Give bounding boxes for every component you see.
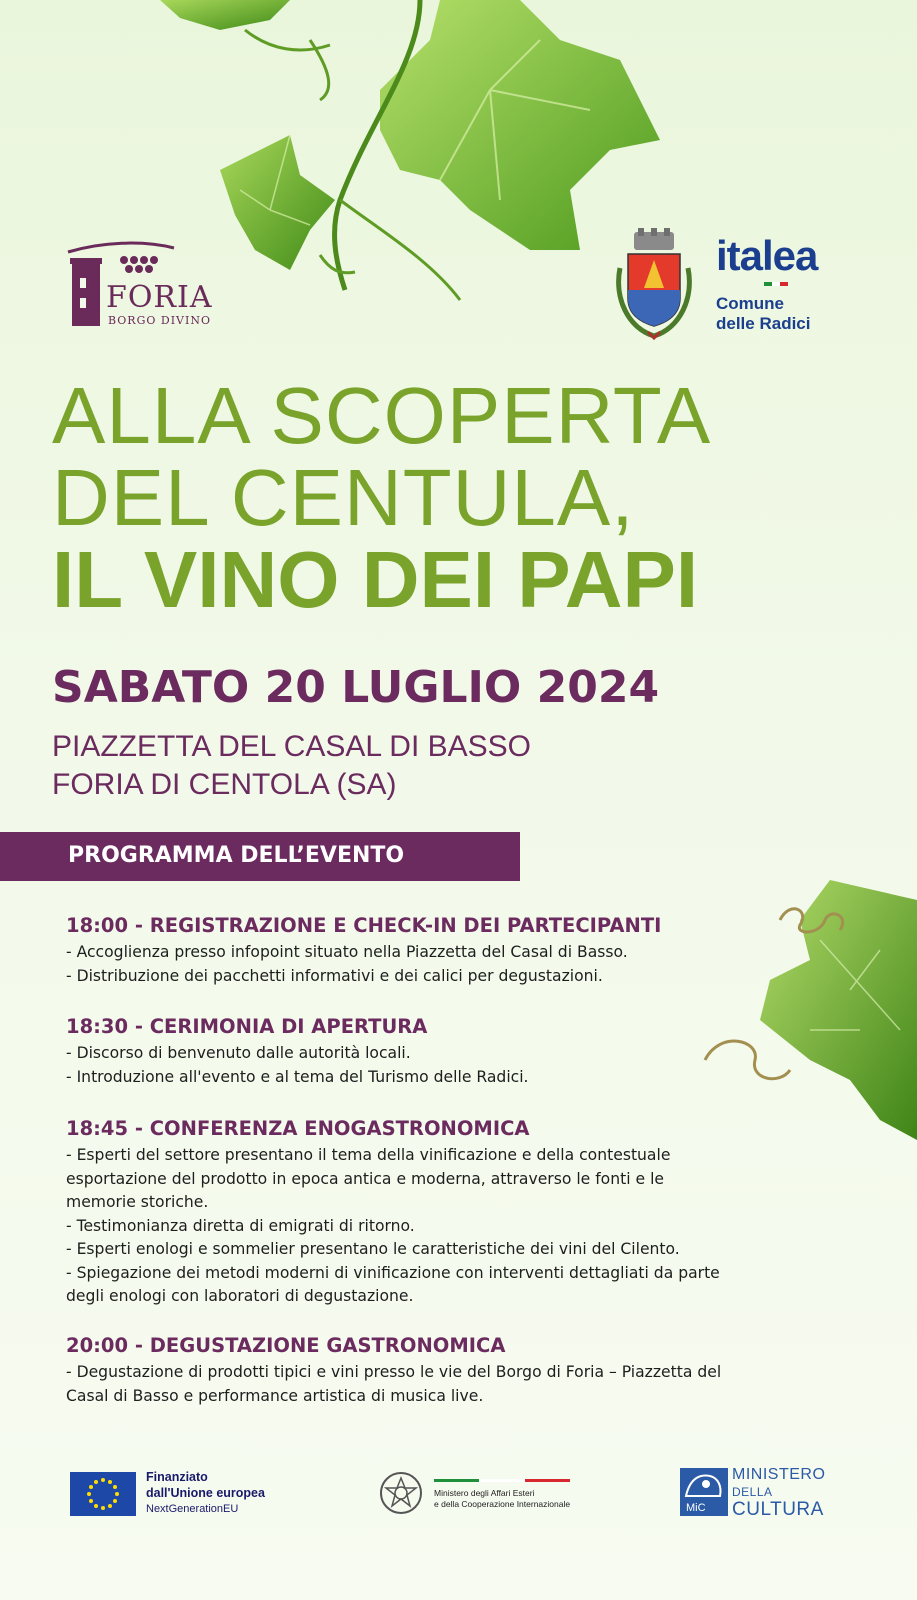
program-section (66, 1015, 826, 1089)
maeci-logo-line-2: e della Cooperazione Internazionale (434, 1499, 571, 1509)
section-line: memorie storiche. (66, 1193, 209, 1211)
program-section (66, 1117, 826, 1309)
program-banner (0, 832, 520, 881)
section-line: Casal di Basso e performance artistica di musica live. (66, 1386, 484, 1405)
section-line: - Degustazione di prodotti tipici e vini presso le vie del Borgo di Foria – Piazzetta del (66, 1363, 722, 1381)
section-heading: 20:00 - DEGUSTAZIONE GASTRONOMICA (66, 1334, 506, 1357)
section-line: - Introduzione all'evento e al tema del Turismo delle Radici. (66, 1067, 529, 1086)
italea-comune-delle-radici-logo (716, 232, 846, 342)
ministero-cultura-logo (680, 1466, 840, 1522)
eu-flag-icon (70, 1472, 136, 1516)
event-venue-line-1: PIAZZETTA DEL CASAL DI BASSO (52, 730, 532, 763)
mic-logo-line-1: MINISTERO (732, 1466, 826, 1483)
mic-logo-line-2: DELLA (732, 1485, 773, 1499)
italian-flag-icon (764, 282, 788, 286)
program-section (66, 914, 826, 988)
program-section (66, 1334, 826, 1408)
section-line: - Esperti enologi e sommelier presentano le caratteristiche dei vini del Cilento. (66, 1240, 680, 1258)
foria-logo-name: FORIA (106, 280, 213, 315)
section-line: - Distribuzione dei pacchetti informativi e dei calici per degustazioni. (66, 966, 603, 985)
event-venue-line-2: FORIA DI CENTOLA (SA) (52, 768, 397, 801)
municipal-crest-icon (614, 228, 694, 340)
headline-line-3: IL VINO DEI PAPI (52, 535, 699, 624)
section-line: degli enologi con laboratori di degustazione. (66, 1287, 414, 1305)
section-line: - Testimonianza diretta di emigrati di ritorno. (66, 1216, 415, 1235)
italian-flag-bar (434, 1479, 570, 1482)
foria-logo-subtitle: BORGO DIVINO (108, 314, 211, 327)
headline-line-2: DEL CENTULA, (52, 453, 635, 542)
headline-line-1: ALLA SCOPERTA (52, 371, 712, 460)
event-date: SABATO 20 LUGLIO 2024 (52, 662, 660, 713)
eu-logo-line-3: NextGenerationEU (146, 1503, 239, 1515)
italian-emblem-icon (378, 1470, 424, 1516)
section-line: - Discorso di benvenuto dalle autorità locali. (66, 1044, 411, 1062)
eu-logo-line-1: Finanziato (146, 1470, 208, 1484)
foria-borgo-divino-logo (62, 238, 222, 334)
section-line: - Spiegazione dei metodi moderni di vinificazione con interventi dettagliati da parte (66, 1263, 720, 1282)
italea-wordmark: italea (716, 232, 818, 279)
mic-badge: MiC (686, 1502, 706, 1514)
eu-funding-logo (70, 1470, 290, 1520)
italea-subtitle-1: Comune (716, 294, 784, 313)
section-heading: 18:45 - CONFERENZA ENOGASTRONOMICA (66, 1117, 530, 1140)
program-title: PROGRAMMA DELL’EVENTO (68, 843, 405, 868)
section-heading: 18:00 - REGISTRAZIONE E CHECK-IN DEI PARTECIPANTI (66, 914, 662, 937)
maeci-logo (378, 1468, 578, 1522)
maeci-logo-line-1: Ministero degli Affari Esteri (434, 1488, 535, 1498)
section-line: - Esperti del settore presentano il tema della vinificazione e della contestuale (66, 1146, 671, 1164)
section-line: esportazione del prodotto in epoca antica e moderna, attraverso le fonti e le (66, 1169, 664, 1188)
section-line: - Accoglienza presso infopoint situato nella Piazzetta del Casal di Basso. (66, 943, 628, 961)
section-heading: 18:30 - CERIMONIA DI APERTURA (66, 1015, 428, 1038)
eu-logo-line-2: dall'Unione europea (146, 1486, 265, 1500)
mic-emblem-icon (680, 1468, 728, 1516)
italea-subtitle-2: delle Radici (716, 314, 811, 333)
mic-logo-line-3: CULTURA (732, 1499, 824, 1520)
